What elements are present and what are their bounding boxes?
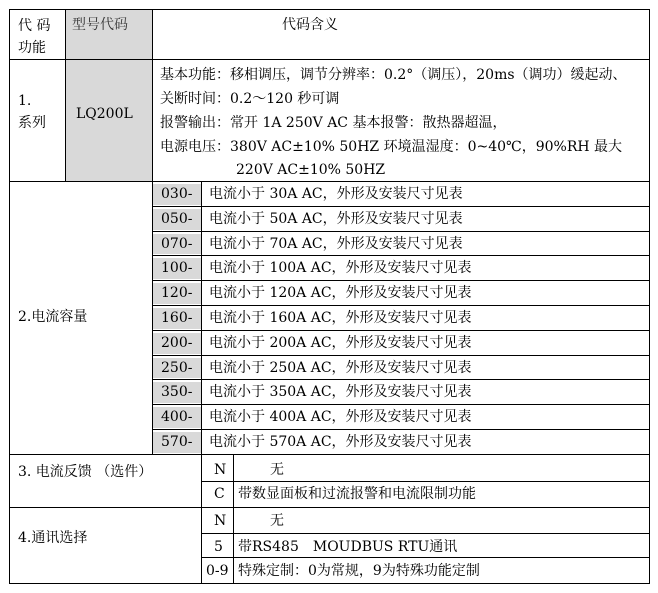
current-desc: 电流小于 400A AC，外形及安装尺寸见表 <box>209 409 472 426</box>
current-desc: 电流小于 120A AC，外形及安装尺寸见表 <box>209 285 472 302</box>
feedback-desc-c: 带数显面板和过流报警和电流限制功能 <box>238 486 476 502</box>
current-row-divider <box>152 330 650 331</box>
current-desc: 电流小于 160A AC，外形及安装尺寸见表 <box>209 310 472 326</box>
header-code-function-1: 代 码 <box>18 18 51 34</box>
current-code: 570- <box>161 434 193 450</box>
current-code: 070- <box>161 235 193 252</box>
border-left <box>9 9 10 584</box>
current-code: 350- <box>161 384 193 401</box>
series-desc-line-1: 基本功能：移相调压，调节分辨率：0.2°（调压），20ms（调功）缓起动、 <box>160 67 627 83</box>
current-code: 100- <box>161 260 193 277</box>
current-row-divider <box>152 280 650 281</box>
comm-desc-n: 无 <box>270 513 284 529</box>
current-desc: 电流小于 200A AC，外形及安装尺寸见表 <box>209 334 472 351</box>
series-model: LQ200L <box>76 106 133 122</box>
current-row-divider <box>152 379 650 380</box>
current-label: 2.电流容量 <box>18 309 88 325</box>
current-desc: 电流小于 30A AC，外形及安装尺寸见表 <box>209 186 463 202</box>
current-row-divider <box>152 206 650 207</box>
current-code-divider <box>201 181 202 455</box>
current-code: 050- <box>161 210 193 227</box>
current-code: 160- <box>161 310 193 326</box>
comm-desc-5: 带RS485 MOUDBUS RTU通讯 <box>238 539 458 555</box>
feedback-code-c: C <box>214 486 225 502</box>
border-right <box>649 9 650 584</box>
comm-code-n: N <box>214 513 227 529</box>
feedback-row-divider <box>201 481 650 482</box>
option-code-left <box>201 454 202 584</box>
current-code: 400- <box>161 409 193 426</box>
series-desc-line-5: 220V AC±10% 50HZ <box>236 162 386 178</box>
feedback-code-n: N <box>214 462 227 478</box>
comm-desc-0-9: 特殊定制：0为常规，9为特殊功能定制 <box>238 563 480 579</box>
current-desc: 电流小于 50A AC，外形及安装尺寸见表 <box>209 210 463 227</box>
series-desc-line-4: 电源电压：380V AC±10% 50HZ 环境温湿度：0~40℃，90%RH 最大 <box>160 139 623 155</box>
current-row-divider <box>152 305 650 306</box>
header-model-code: 型号代码 <box>72 17 128 33</box>
series-label-text: 系列 <box>18 115 46 131</box>
feedback-label: 3. 电流反馈 （选件） <box>18 464 153 480</box>
header-code-function-2: 功能 <box>18 40 46 56</box>
series-divider <box>9 181 650 182</box>
comm-row-divider-2 <box>201 557 650 558</box>
current-row-divider <box>152 429 650 430</box>
header-code-meaning: 代码含义 <box>282 17 338 33</box>
comm-code-0-9: 0-9 <box>206 563 229 579</box>
option-code-right <box>233 454 234 584</box>
current-desc: 电流小于 70A AC，外形及安装尺寸见表 <box>209 235 463 252</box>
series-desc-line-2: 关断时间：0.2～120 秒可调 <box>160 91 340 107</box>
current-desc: 电流小于 100A AC，外形及安装尺寸见表 <box>209 260 472 277</box>
feedback-divider <box>9 507 650 508</box>
current-row-divider <box>152 231 650 232</box>
current-code: 030- <box>161 186 193 202</box>
col-2-divider <box>152 9 153 455</box>
current-desc: 电流小于 250A AC，外形及安装尺寸见表 <box>209 359 472 376</box>
current-code: 250- <box>161 359 193 376</box>
comm-row-divider-1 <box>201 533 650 534</box>
current-code: 200- <box>161 334 193 351</box>
border-top <box>9 9 650 10</box>
current-row-divider <box>152 255 650 256</box>
comm-label: 4.通讯选择 <box>18 530 88 546</box>
comm-code-5: 5 <box>214 539 223 555</box>
current-row-divider <box>152 355 650 356</box>
current-row-divider <box>152 404 650 405</box>
series-label-num: 1. <box>18 93 32 109</box>
current-code: 120- <box>161 285 193 302</box>
series-desc-line-3: 报警输出：常开 1A 250V AC 基本报警：散热器超温， <box>160 115 507 131</box>
current-desc: 电流小于 570A AC，外形及安装尺寸见表 <box>209 434 472 450</box>
col-1-divider <box>65 9 66 182</box>
feedback-desc-n: 无 <box>270 462 284 478</box>
current-desc: 电流小于 350A AC，外形及安装尺寸见表 <box>209 384 472 401</box>
current-divider <box>9 454 650 455</box>
header-divider <box>9 59 650 60</box>
border-bottom <box>9 583 650 584</box>
